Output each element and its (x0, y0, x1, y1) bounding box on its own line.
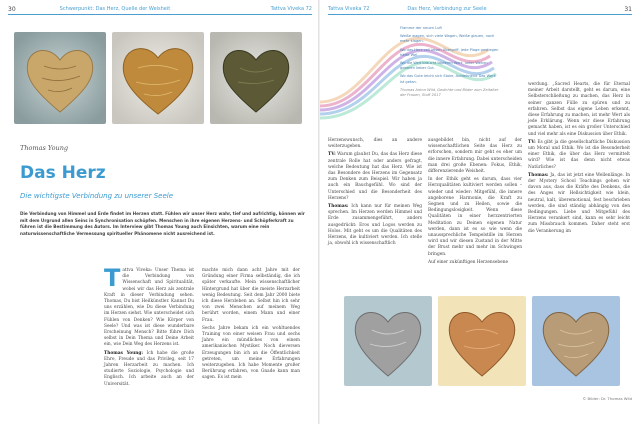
right-header (328, 4, 632, 14)
heart-photo-1 (14, 32, 106, 124)
poem-line: Wo die Welt braucht tapferen Wert, unter Wehen gebaren lieber Gut. (400, 61, 488, 71)
article-lead: Die Verbindung von Himmel und Erde findet im Herzen statt. Fühlen wir unser Herz wahr, tief und aufrichtig, können wir mit dem Urgrund allen Seins in Synchronisation schöpfen. Menschen in ihre eigenen Herzens- und Schöpferkraft zu führen ist die Bestimmung des Autors. Im Interview gibt Thomas Young auch Einsichten, warum eine rein naturwissenschaftliche Vermessung spiritueller Phänomene nicht ausreichend ist. (20, 211, 305, 236)
article-title: Das Herz (20, 163, 106, 183)
article-subtitle: Die wichtigste Verbindung zu unserer Seele (20, 192, 174, 200)
paragraph: ausgebildet bin, nicht auf der wissenschaftlichen Seite das Herz zu erforschen, sondern mir geht es eher um die innere Erfahrung. Dabei unterscheiden man drei große Ebenen: Fokus, Ethik, differenzierende Weisheit. (428, 138, 522, 175)
right-column-3 (528, 82, 630, 237)
heart-photo-6 (532, 296, 620, 386)
left-magazine-name: Tattva Viveka 72 (270, 6, 312, 12)
drop-cap: T (104, 264, 121, 292)
poem-source: Thomas Anton Wild, Gedichte und Bilder zum Zeitalter der Frauen, Stuff 2017 (400, 87, 499, 98)
left-page-number: 30 (8, 5, 16, 13)
paragraph: Thomas: Ja, das ist jetzt eine Wellenlänge. In der Mystery School Teachings gehen wir davon aus, dass die Kräfte des Denkens, die des Anges wir Hellsichtigkeit wie klein, neutral, kalt, überemotional, fest beschrieben werden, die sind ständig abhängig von den Bedingungen. Liebe und Mitgefühl des Herzens verankert sind, kann es sehr leicht zum Missbrauch kommen. Daher steht erst die Verankerung im (528, 172, 630, 234)
heart-photo-5 (438, 296, 526, 386)
poem-line: Wo das Gute leicht sich Stoke, Aufdehnend Das Werk ist getan. (400, 74, 496, 84)
right-magazine-name: Tattva Viveka 72 (328, 6, 370, 12)
paragraph: machte mich dann acht Jahre mit der Gründung einer Firma selbständig, die ich später verkaufte. Mein wissenschaftlicher Hintergrund hat über die meiste Herzarbeit wenig Bedeutung. Seit dem Jahr 2000 biete ich diese Herzleben an. Selbst hin ich sehr von zwei Menschen auf meinem Weg berührt worden, einem Mann und einer Frau. (202, 268, 300, 323)
paragraph: Herzenswunsch, dies an andere weiterzugeben. (328, 138, 422, 150)
paragraph: werdung. „Sacred Hearts, die für Eternal meiner Arbeit darstellt, geht es darum, eine Selbsterschließung zu machen, das Herz in seiner ganzen Fülle zu spüren und zu erfahren. Selbst das eigene Leben erkennt, diese Erfahrung zu machen, ist mehr Wert als jede Erklärung. Wenn wir diese Erfahrung gemacht haben, ist es ein großer Unterschied und viel mehr als eine Diskussion über Ethik. (528, 82, 630, 137)
interview-answer: Thomas Young: Ich habe die große Ehre, Freude und das Privileg, seit 17 Jahren Herzarbeit zu machen. Ich studierte Soziologie, Psychologie und Englisch. Ich arbeite auch an der Universität. (104, 350, 194, 387)
left-section-title: Schwerpunkt: Das Herz, Quelle der Weisheit (59, 6, 171, 12)
paragraph: Sechs Jahre bekam ich ein wohltuendes Training von einer weisen Frau und sechs Jahre ein mündliches von einem amerikanischen Mystiker. Noch dieversen Erzeugungen bin ich an die Öffentlichkeit getreten, um meine Erfahrungen weiterzugeben. Ich habe Momente großer Berührung erfahren, von Gnade kann man sagen. Es ist mein (202, 325, 300, 381)
right-column-1 (328, 138, 422, 249)
poem-box (400, 26, 500, 101)
right-header-rule (328, 14, 632, 15)
left-column-1 (104, 264, 194, 390)
poem-line: Weiße wagen, sich viele Wagen, Weiße glauen, noch mehr klagen. (400, 34, 495, 44)
heart-photo-2 (112, 32, 204, 124)
paragraph: Thomas: Ich kann nur für meinen Weg sprechen. Im Herzen werden Himmel und Erde zusammengeführt, anders ausgedrückt: Eros und Logos werden zu Holos. Mit geht es um die Qualitäten des Herzens, die kultiviert werden. Ich stelle ja, obwohl ich wissenschaftlich (328, 204, 422, 247)
article-author: Thomas Young (20, 144, 69, 152)
left-header (8, 4, 312, 14)
right-section-title: Das Herz, Verbindung zur Seele (407, 6, 487, 12)
right-column-2 (428, 138, 522, 268)
paragraph: TV: Es gibt ja die gesellschaftliche Diskussion um Moral und Ethik. Wo ist die Besonderheit einer Ethik, die über das Herz vermittelt wird? Wie ist das denn nicht etwas Natürliches? (528, 139, 630, 170)
paragraph: In der Ethik geht es darum, dass vier Herzqualitäten kultiviert werden sollen – wieder und wieder: Mitgefühl, die innere angeborene Harmonie, die Kraft zu Segnen und zu Heilen, sowie die Bedingungslosigkeit. Wenn diese Qualitäten in einer herzzentrierten Meditation zu Deinen eigenen Natur werden, dann ist es so wie wenn die unaussprechliche Tempelstille im Herzen wird und wir diesen Zustand in der Mitte der Brust mehr und mehr im Schwingen bringen. (428, 177, 522, 257)
left-column-2 (202, 268, 300, 384)
paragraph: TV: Warum glaubst Du, das das Herz diese zentrale Rolle hat oder anders gefragt, welche Bedeutung hat das Herz. Wie ist das Besondere des Herzens im Gegensatz zum Denken zum Beispiel. Wir haben ja auch ein Bauchgefühl. Wo sind der Unterschied und die Besonderheit des Herzens? (328, 152, 422, 201)
poem-line: Wo das Herz voll leisen Übergriff, jede Plage gestiegen hätte Wel. (400, 47, 499, 57)
heart-photo-4 (344, 296, 432, 386)
interview-intro: Tattva Viveka: Unser Thema ist die Verbindung von Wissenschaft und Spiritualität, wobei wir das Herz als zentrale Kraft in dieser Verbindung sehen. Thomas, Du bist Heilkünstler. Kannst Du uns erzählen, wie Du diese Verbindung im Herzen siehst. Wie unterscheidet sich Fühlen von Denken? Wie Körper von Seele? Und was ist diese wunderbare Erscheinung Mensch? Bitte führe Dich selbst in Dein Thema und Deine Arbeit ein, wie Dein Weg des Herzens ist. (104, 264, 194, 348)
heart-photo-3 (210, 32, 302, 124)
speaker-label: Thomas Young: (104, 350, 143, 356)
image-credit: © Bilder: Dr. Thomas Wild (582, 396, 632, 401)
right-page (320, 0, 640, 424)
poem-line: Flamme der neuen Luft (400, 26, 442, 30)
right-page-number: 31 (624, 5, 632, 13)
paragraph: Auf einer zukünftigen Herzensebene (428, 259, 509, 265)
left-header-rule (8, 14, 312, 15)
